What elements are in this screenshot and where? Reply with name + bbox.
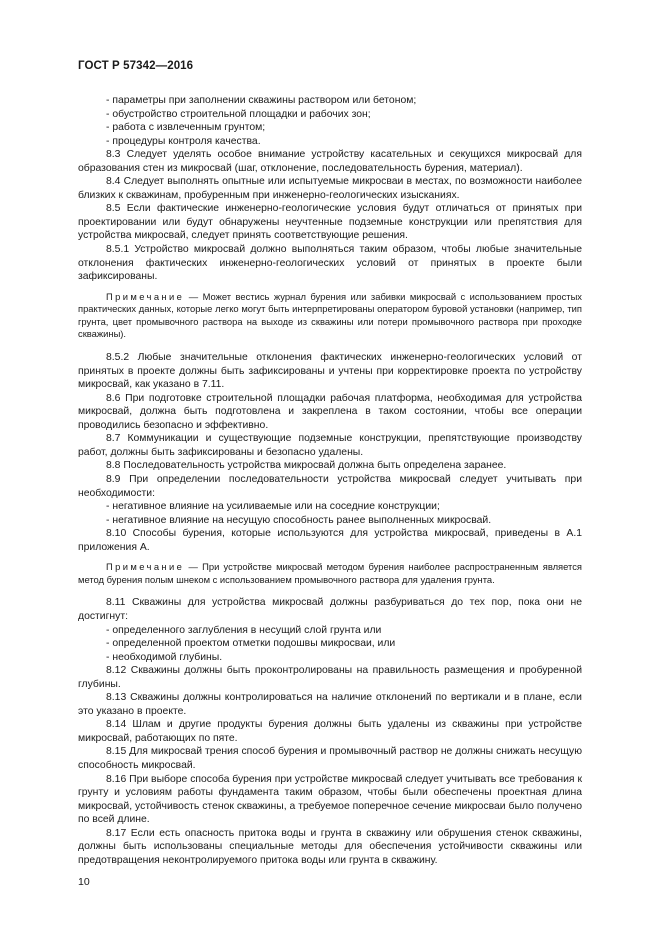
paragraph-8-9: 8.9 При определении последовательности устройства микросвай следует учитывать при необходимости:	[78, 473, 582, 499]
list-item: - негативное влияние на несущую способность ранее выполненных микросвай.	[106, 514, 492, 526]
paragraph-8-17: 8.17 Если есть опасность притока воды и грунта в скважину или обрушения стенок скважины, должны быть использованы специальные методы для обеспечения устойчивости скважины или предотвращения неконтролируемого притока воды или грунта в скважину.	[78, 827, 582, 866]
list-item: - работа с извлеченным грунтом;	[106, 122, 266, 134]
list-item: - определенной проектом отметки подошвы микросваи, или	[106, 638, 396, 650]
paragraph-8-7: 8.7 Коммуникации и существующие подземные конструкции, препятствующие производству работ, должны быть зафиксированы и безопасно удалены.	[78, 433, 582, 458]
paragraph-8-10: 8.10 Способы бурения, которые используются для устройства микросвай, приведены в А.1 приложения А.	[78, 528, 582, 553]
paragraph-8-11: 8.11 Скважины для устройства микросвай должны разбуриваться до тех пор, пока они не достигнут:	[78, 597, 582, 622]
paragraph-8-6: 8.6 При подготовке строительной площадки рабочая платформа, необходимая для устройства микросвай, должна быть подготовлена и закреплена в таком состоянии, чтобы все операции проводились безопасно и эффективно.	[78, 392, 582, 431]
note-1	[78, 291, 582, 341]
list-item: - негативное влияние на усиливаемые или на соседние конструкции;	[106, 501, 440, 513]
document-body	[78, 94, 582, 867]
note-label: Примечание	[106, 290, 185, 302]
list-item: - процедуры контроля качества.	[106, 135, 261, 147]
paragraph-8-3: 8.3 Следует уделять особое внимание устройству касательных и секущихся микросвай для образования стен из микросвай (шаг, отклонение, последовательность бурения, материал).	[78, 149, 582, 174]
paragraph-8-13: 8.13 Скважины должны контролироваться на наличие отклонений по вертикали и в плане, если это указано в проекте.	[78, 692, 582, 717]
paragraph-8-5: 8.5 Если фактические инженерно-геологические условия будут отличаться от принятых при проектировании или будут обнаружены неучтенные подземные конструкции или препятствия для устройства микросвай, следует принять соответствующие решения.	[78, 203, 582, 242]
note-text: — При устройстве микросвай методом бурения наиболее распространенным является метод бурения полым шнеком с использованием промывочного раствора для удаления грунта.	[78, 561, 582, 585]
paragraph-8-12: 8.12 Скважины должны быть проконтролированы на правильность размещения и пробуренной глубины.	[78, 665, 582, 690]
paragraph-8-5-1: 8.5.1 Устройство микросвай должно выполняться таким образом, чтобы любые значительные отклонения фактических инженерно-геологических условий от принятых в проекте были зафиксированы.	[78, 244, 582, 283]
list-item: - обустройство строительной площадки и рабочих зон;	[106, 108, 371, 120]
list-item: - параметры при заполнении скважины раствором или бетоном;	[106, 95, 417, 106]
list-item: - необходимой глубины.	[106, 651, 223, 663]
note-label: Примечание	[106, 561, 185, 573]
note-2	[78, 561, 582, 586]
list-item: - определенного заглубления в несущий слой грунта или	[106, 624, 382, 636]
paragraph-8-5-2: 8.5.2 Любые значительные отклонения фактических инженерно-геологических условий от принятых в проекте должны быть зафиксированы и учтены при корректировке проекта по устройству микросвай, как указано в 7.11.	[78, 352, 582, 391]
paragraph-8-14: 8.14 Шлам и другие продукты бурения должны быть удалены из скважины при устройстве микросвай, работающих по пяте.	[78, 719, 582, 744]
note-text: — Может вестись журнал бурения или забивки микросвай с использованием простых практических данных, которые легко могут быть интерпретированы оператором буровой установки (например, тип грунта, цвет промывочного раствора на выходе из скважины или потери промывочного раствора при проходке скважины).	[78, 290, 582, 340]
paragraph-8-15: 8.15 Для микросвай трения способ бурения и промывочный раствор не должны снижать несущую способность микросвай.	[78, 746, 582, 771]
paragraph-8-4: 8.4 Следует выполнять опытные или испытуемые микросваи в местах, по возможности наиболее близких к скважинам, пробуренным при инженерно-геологических изысканиях.	[78, 176, 582, 201]
paragraph-8-16: 8.16 При выборе способа бурения при устройстве микросвай следует учитывать все требования к грунту и условиям работы фундамента таким образом, чтобы были обеспечены проектная длина микросвай, устойчивость стенок скважины, а требуемое поперечное сечение микросваи было получено по всей длине.	[78, 773, 582, 826]
document-header: ГОСТ Р 57342—2016	[78, 60, 194, 72]
page-number: 10	[78, 876, 90, 888]
paragraph-8-8: 8.8 Последовательность устройства микросвай должна быть определена заранее.	[106, 460, 507, 472]
